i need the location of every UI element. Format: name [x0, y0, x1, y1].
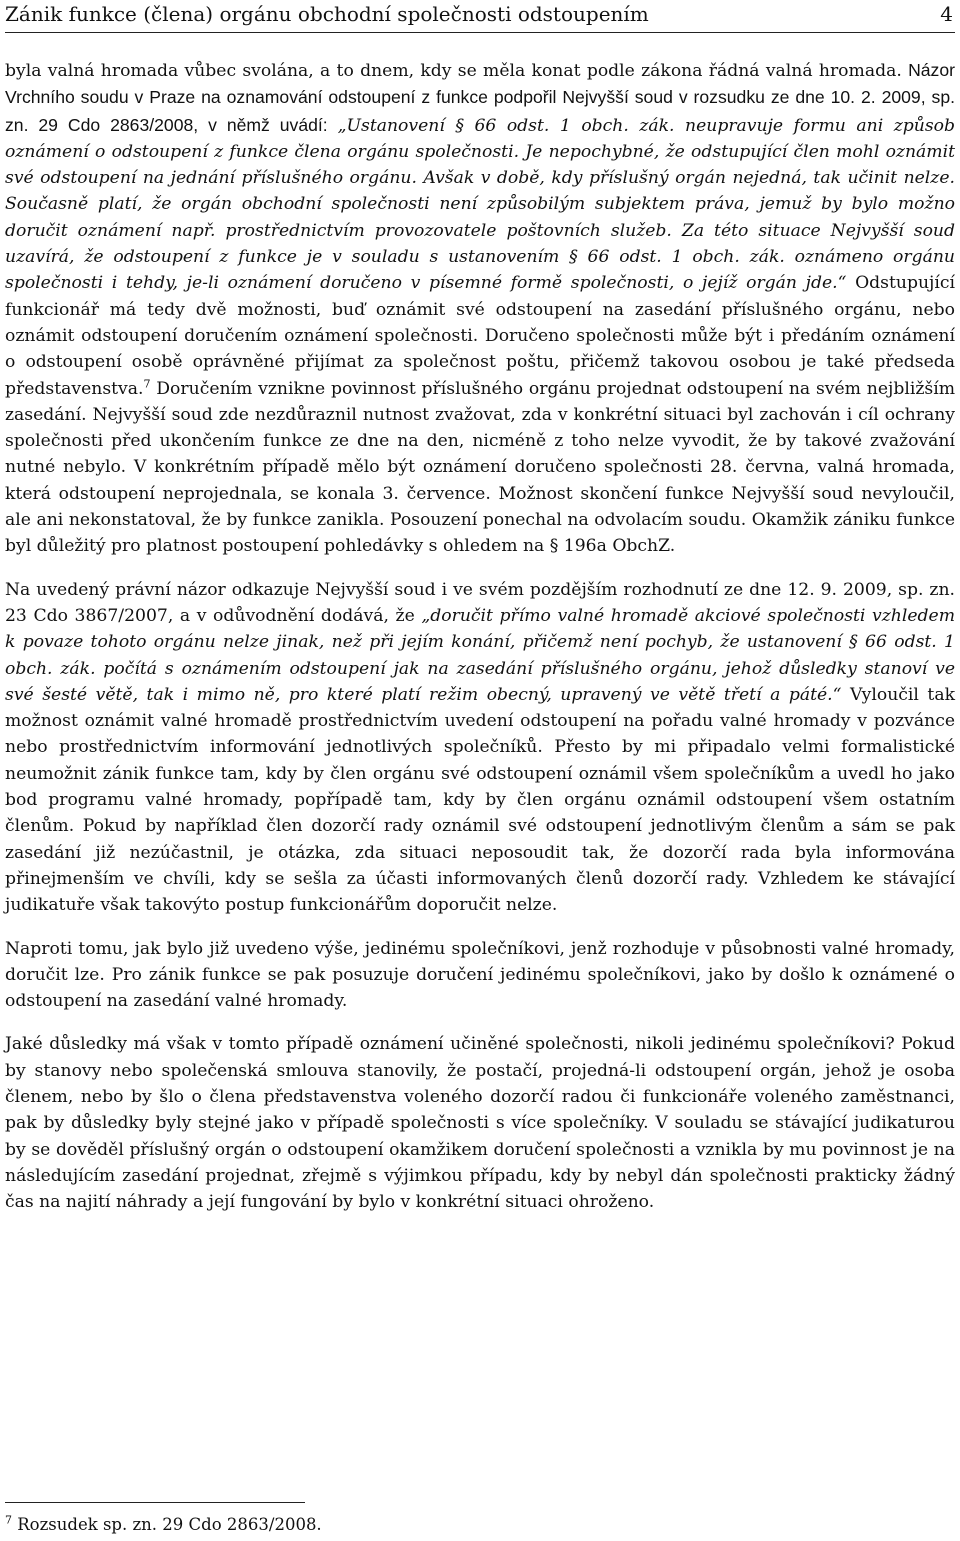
running-header: [5, 0, 955, 33]
paragraph-1: [5, 57, 955, 560]
footnote: [5, 1514, 322, 1536]
paragraph-4: Jaké důsledky má však v tomto případě oznámení učiněné společnosti, nikoli jedinému společníkovi? Pokud by stanovy nebo společenská smlouva stanovily, že postačí, projedná-li odstoupení orgán, jehož je osoba členem, nebo by šlo o člena představenstva voleného dozorčí radou či funkcionáře voleného zaměstnanci, pak by důsledky byly stejné jako v případě společnosti s více společníky. V souladu se stávající judikaturou by se dověděl příslušný orgán o odstoupení okamžikem doručení společnosti a vznikla by mu povinnost je na následujícím zasedání projednat, zřejmě s výjimkou případu, kdy by nebyl dán společnosti prakticky žádný čas na najití náhrady a její fungování by bylo v konkrétní situaci ohroženo.: [5, 1034, 955, 1213]
footnote-separator: [5, 1502, 305, 1503]
p1-text-d: Odstupující funkcionář má tedy dvě možnosti, buď oznámit své odstoupení na zasedání příslušného orgánu, nebo oznámit odstoupení doručením oznámení společnosti. Doručeno společnosti může být i předáním oznámení o odstoupení osobě oprávněné přijímat za společnost poštu, přičemž takovou osobou je také předseda představenstva.: [5, 273, 955, 399]
page-number: 4: [940, 2, 953, 26]
p2-text-a: Na uvedený právní názor odkazuje Nejvyšší soud i ve svém pozdějším rozhodnutí ze dne 12. 9. 2009, sp. zn. 23 Cdo 3867/2007, a v odůvodnění dodává, že: [5, 579, 955, 626]
p1-text-b: Názor Vrchního soudu v Praze na oznamování odstoupení z funkce podpořil Nejvyšší soud v rozsudku ze dne 10. 2. 2009, sp. zn. 29 Cdo 2863/2008, v němž uvádí:: [5, 60, 955, 135]
footnote-text: Rozsudek sp. zn. 29 Cdo 2863/2008.: [12, 1515, 322, 1534]
p1-text-a: byla valná hromada vůbec svolána, a to dnem, kdy se měla konat podle zákona řádná valná hromada.: [5, 61, 909, 81]
footnote-number: 7: [5, 1513, 12, 1527]
paragraph-3: Naproti tomu, jak bylo již uvedeno výše, jedinému společníkovi, jenž rozhoduje v působnosti valné hromady, doručit lze. Pro zánik funkce se pak posuzuje doručení jedinému společníkovi, jako by došlo k oznámené o odstoupení na zasedání valné hromady.: [5, 938, 955, 1012]
footnote-reference[interactable]: 7: [143, 376, 151, 390]
p2-text-c: Vyloučil tak možnost oznámit valné hromadě prostřednictvím uvedení odstoupení na pořadu valné hromady v pozvánce nebo prostřednictvím informování jednotlivých společníků. Přesto by mi připadalo velmi formalistické neumožnit zánik funkce tam, kdy by člen orgánu své odstoupení oznámil všem společníkům a uvedl ho jako bod programu valné hromady, popřípadě tam, kdy by člen orgánu oznámil odstoupení všem ostatním členům. Pokud by například člen dozorčí rady oznámil své odstoupení jednotlivým členům a sám se pak zasedání již nezúčastnil, je otázka, zda situaci neposoudit tak, že dozorčí rada byla informována přinejmenším ve chvíli, kdy se sešla za účasti informovaných členů dozorčí rady. Vzhledem ke stávající judikatuře však takovýto postup funkcionářům doporučit nelze.: [5, 684, 955, 916]
supreme-court-quote-1: „Ustanovení § 66 odst. 1 obch. zák. neupravuje formu ani způsob oznámení o odstoupení z funkce člena orgánu společnosti. Je nepochybné, že odstupující člen mohl oznámit své odstoupení na jednání příslušného orgánu. Avšak v době, kdy příslušný orgán nejedná, tak učinit nelze. Současně platí, že orgán obchodní společnosti není způsobilým subjektem práva, jemuž by bylo možno doručit oznámení např. prostřednictvím provozovatele poštovních služeb. Za této situace Nejvyšší soud uzavírá, že odstoupení z funkce je v souladu s ustanovením § 66 odst. 1 obch. zák. oznámeno orgánu společnosti i tehdy, je-li oznámení doručeno v písemné formě společnosti, o jejíž orgán jde.“: [5, 115, 955, 294]
header-title: Zánik funkce (člena) orgánu obchodní společnosti odstoupením: [5, 2, 649, 26]
supreme-court-quote-2: „doručit přímo valné hromadě akciové společnosti vzhledem k povaze tohoto orgánu nelze jinak, než při jejím konání, přičemž není pochyb, že ustanovení § 66 odst. 1 obch. zák. počítá s oznámením odstoupení jak na zasedání příslušného orgánu, jehož důsledky stanoví ve své šesté větě, tak i mimo ně, pro které platí režim obecný, upravený ve větě třetí a páté.“: [5, 605, 955, 705]
body-text: [5, 57, 955, 1232]
paragraph-2: [5, 577, 955, 919]
p1-text-e: Doručením vznikne povinnost příslušného orgánu projednat odstoupení na svém nejbližším zasedání. Nejvyšší soud zde nezdůraznil nutnost zvažovat, zda v konkrétní situaci byl zachován i cíl ochrany společnosti před ukončením funkce ze dne na den, nicméně z toho nelze vyvodit, že by takové zvažování nutné nebylo. V konkrétním případě mělo být oznámení doručeno společnosti 28. června, valná hromada, která odstoupení neprojednala, se konala 3. července. Možnost skončení funkce Nejvyšší soud nevyloučil, ale ani nekonstatoval, že by funkce zanikla. Posouzení ponechal na odvolacím soudu. Okamžik zániku funkce byl důležitý pro platnost postoupení pohledávky s ohledem na § 196a ObchZ.: [5, 378, 955, 557]
